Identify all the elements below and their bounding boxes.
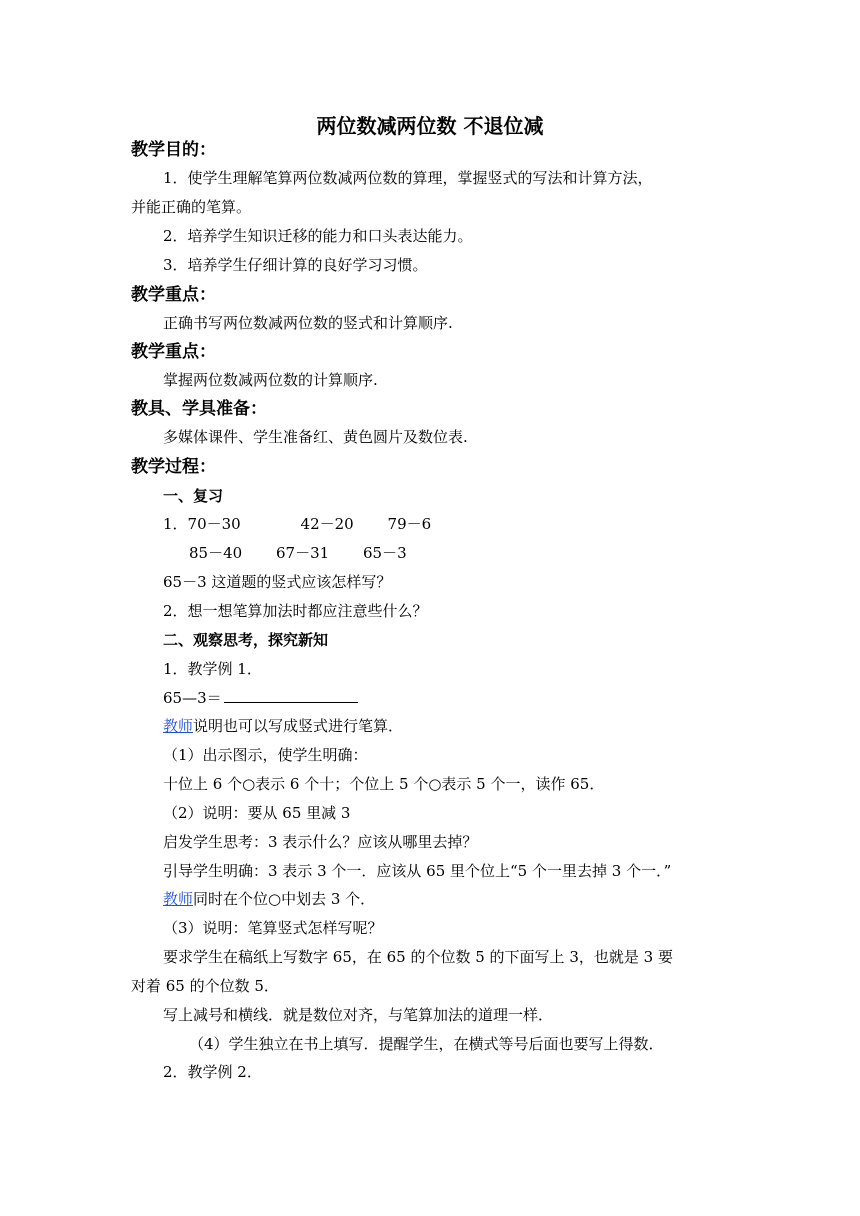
process-heading: 教学过程：	[131, 457, 216, 477]
equation-line	[163, 688, 358, 708]
review-expression: 70－30	[187, 515, 241, 533]
key-point-heading: 教学重点：	[131, 285, 216, 305]
teacher-action-text: 同时在个位○中划去 3 个．	[193, 890, 376, 908]
review-expression: 79－6	[387, 515, 432, 533]
teacher-explain-line	[163, 716, 403, 736]
step-2-guide: 引导学生明确：3 表示 3 个一．应该从 65 里个位上“5 个一里去掉 3 个一．”	[163, 862, 672, 880]
step-3: （3）说明：笔算竖式怎样写呢？	[163, 919, 383, 937]
step-3-requirement-line-2: 对着 65 的个位数 5．	[131, 977, 279, 995]
example-1-heading: 1．教学例 1．	[163, 660, 262, 678]
materials-heading: 教具、学具准备：	[131, 399, 267, 419]
step-2: （2）说明：要从 65 里减 3	[163, 804, 351, 822]
review-heading: 一、复习	[163, 487, 224, 505]
materials-text: 多媒体课件、学生准备红、黄色圆片及数位表.	[163, 428, 468, 446]
objective-item-3: 3．培养学生仔细计算的良好学习习惯。	[163, 256, 428, 274]
step-3-write: 写上减号和横线．就是数位对齐，与笔算加法的道理一样．	[163, 1006, 554, 1024]
objective-item-2: 2．培养学生知识迁移的能力和口头表达能力。	[163, 227, 473, 245]
review-expression: 85－40	[189, 544, 243, 562]
step-3-requirement-line-1: 要求学生在稿纸上写数字 65，在 65 的个位数 5 的下面写上 3，也就是 3 要	[163, 948, 673, 966]
step-1: （1）出示图示，使学生明确：	[163, 746, 368, 764]
example-2-heading: 2．教学例 2．	[163, 1063, 262, 1081]
review-question-2: 2．想一想笔算加法时都应注意些什么？	[163, 602, 428, 620]
answer-blank	[224, 688, 358, 703]
step-1-text: 十位上 6 个○表示 6 个十；个位上 5 个○表示 5 个一，读作 65．	[163, 775, 605, 793]
objective-item-1-line-2: 并能正确的笔算。	[131, 198, 252, 216]
difficulty-heading: 教学重点：	[131, 342, 216, 362]
document-title: 两位数减两位数 不退位减	[316, 114, 544, 138]
review-row-2	[189, 543, 407, 563]
teacher-link[interactable]: 教师	[163, 717, 194, 735]
review-expression: 42－20	[300, 515, 354, 533]
new-knowledge-heading: 二、观察思考，探究新知	[163, 631, 329, 649]
review-row-prefix: 1．	[163, 515, 188, 533]
key-point-text: 正确书写两位数减两位数的竖式和计算顺序.	[163, 314, 453, 332]
equation: 65—3＝	[163, 689, 222, 707]
review-question-1: 65－3 这道题的竖式应该怎样写？	[163, 573, 392, 591]
review-expression: 65－3	[363, 544, 407, 562]
step-2-think: 启发学生思考：3 表示什么？应该从哪里去掉？	[163, 833, 478, 851]
objective-item-1-line-1: 1．使学生理解笔算两位数减两位数的算理，掌握竖式的写法和计算方法，	[163, 169, 653, 187]
review-row-1	[163, 514, 431, 534]
review-expression: 67－31	[276, 544, 330, 562]
step-4: （4）学生独立在书上填写．提醒学生，在横式等号后面也要写上得数．	[189, 1035, 664, 1053]
objectives-heading: 教学目的：	[131, 140, 216, 160]
teacher-link[interactable]: 教师	[163, 890, 194, 908]
teacher-action-line	[163, 889, 375, 909]
teacher-explain-text: 说明也可以写成竖式进行笔算．	[193, 717, 404, 735]
difficulty-text: 掌握两位数减两位数的计算顺序.	[163, 371, 378, 389]
